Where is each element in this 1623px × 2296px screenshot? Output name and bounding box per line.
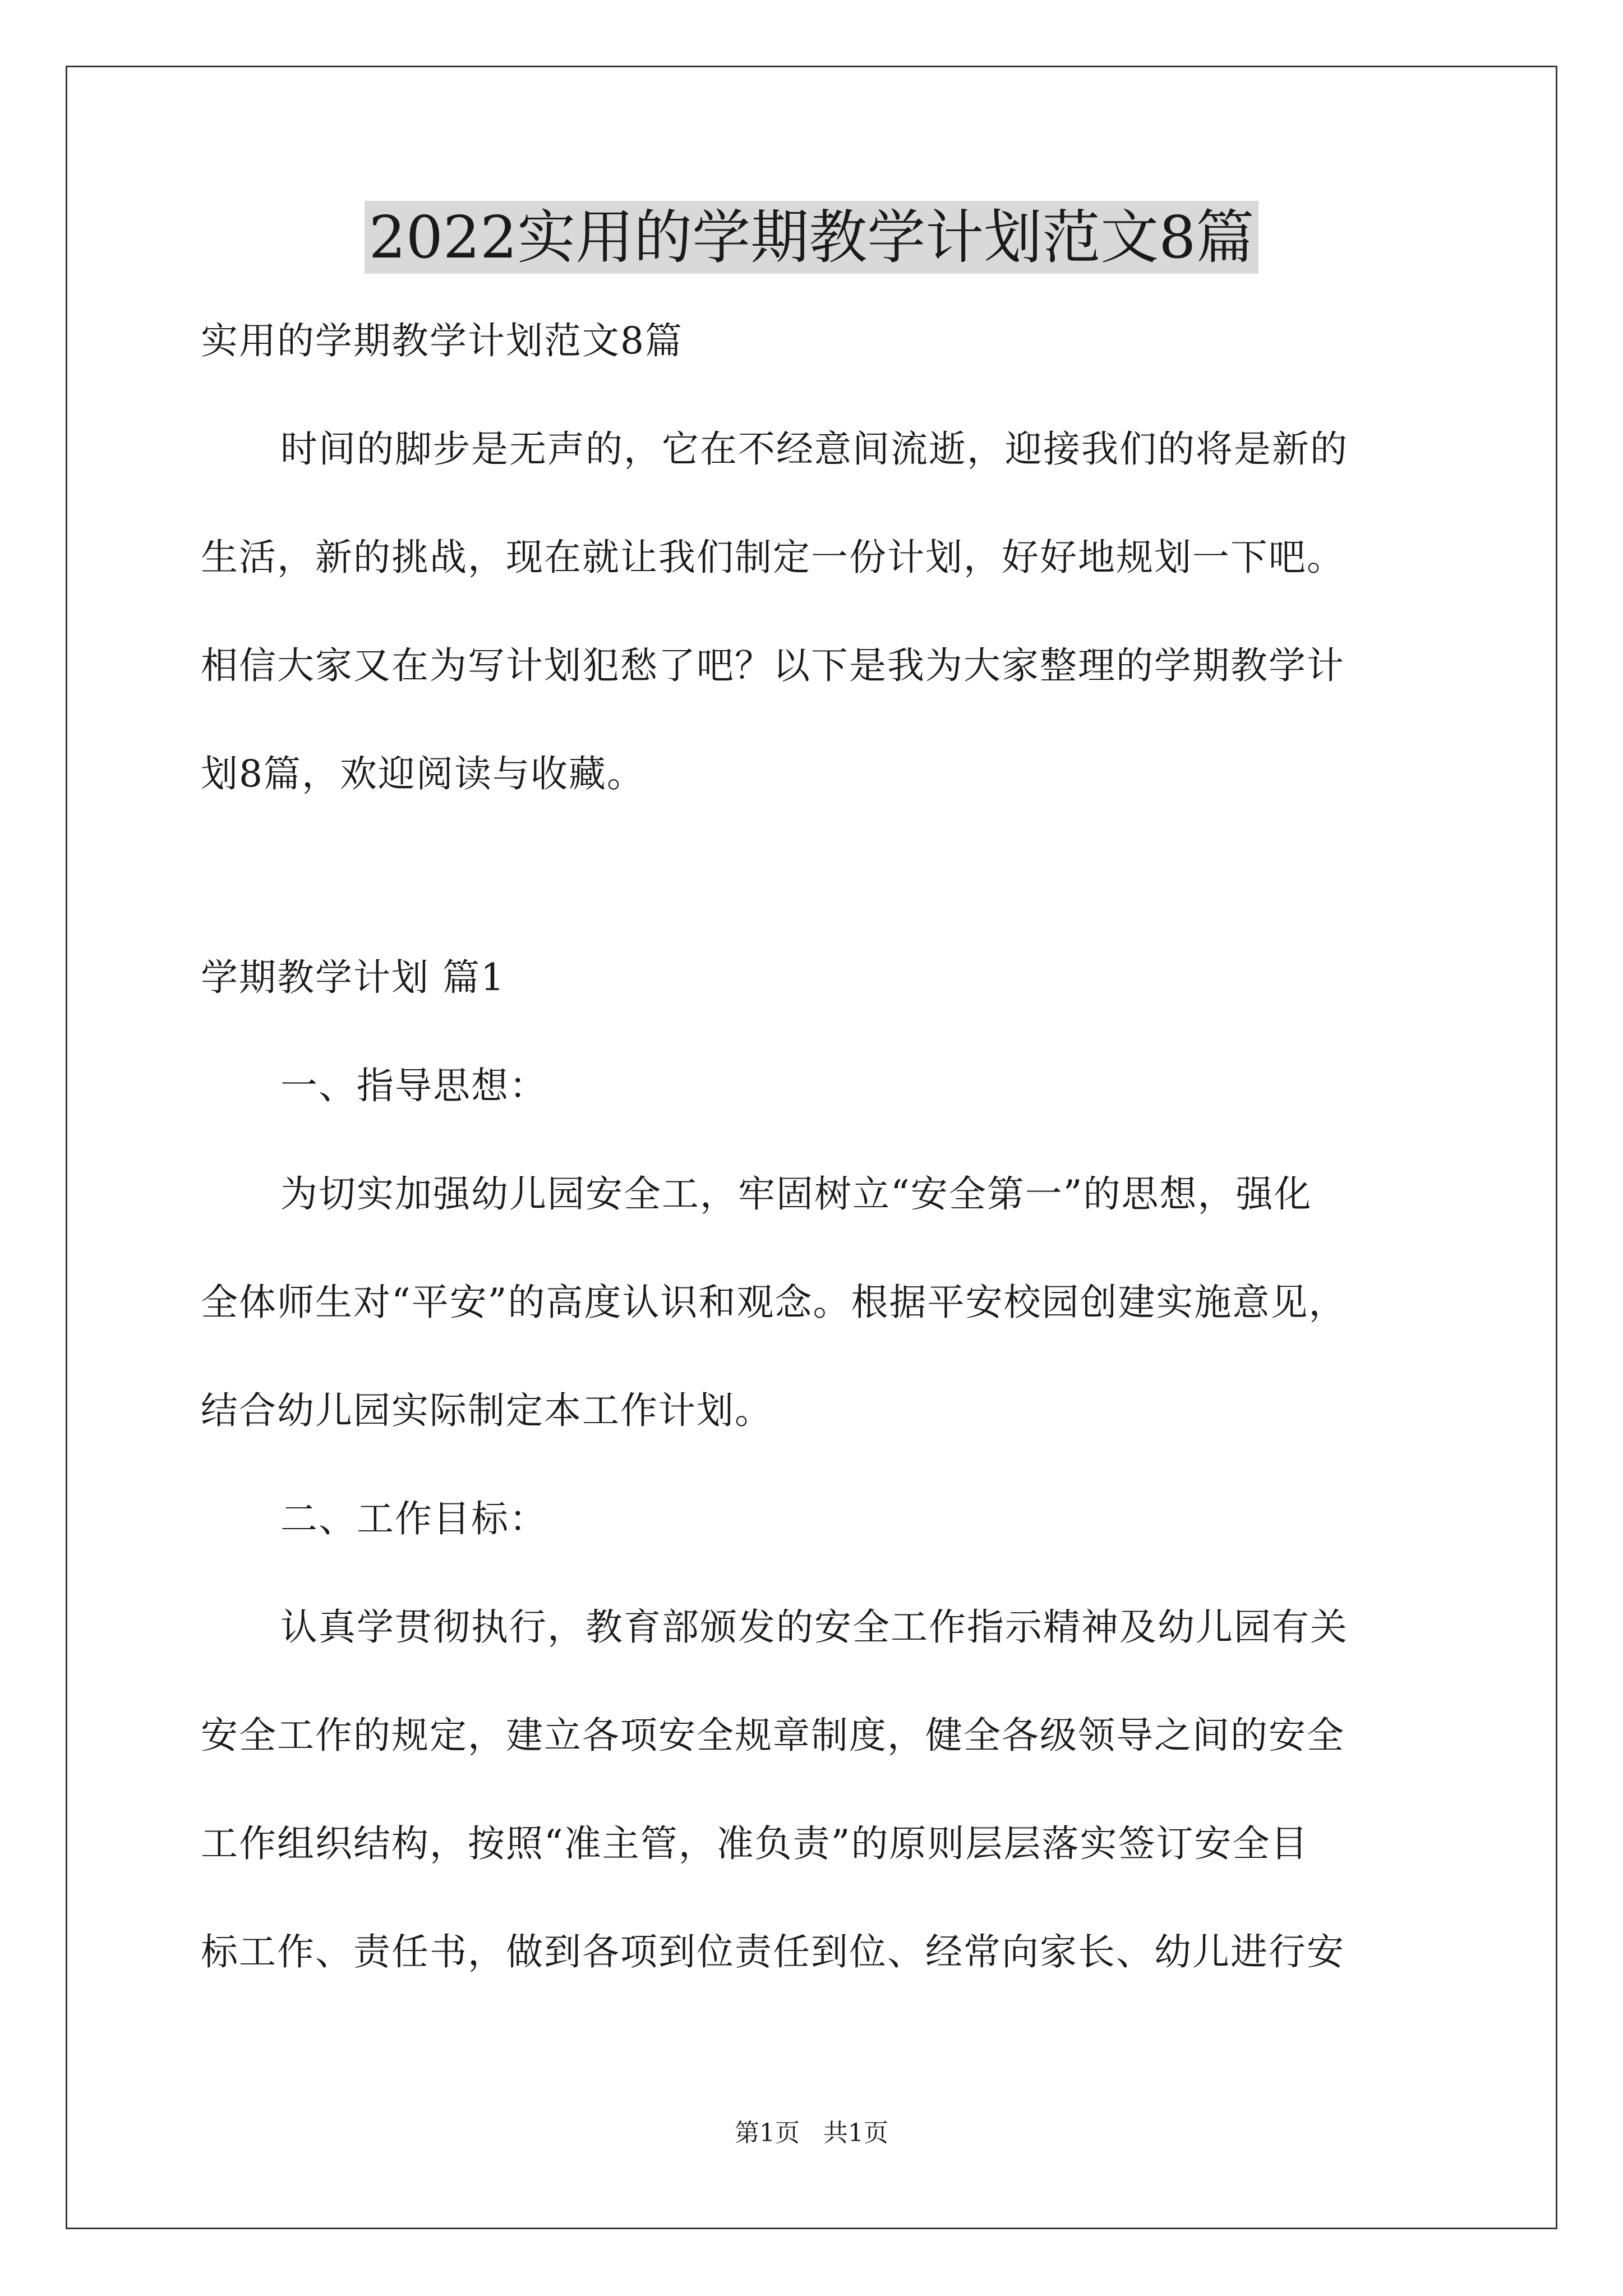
paragraph-line: 工作组织结构，按照“准主管，准负责”的原则层层落实签订安全目 xyxy=(201,1822,1309,1865)
subsection-heading-goals: 二、工作目标： xyxy=(280,1497,547,1540)
title-container xyxy=(0,201,1623,274)
intro-line: 划8篇，欢迎阅读与收藏。 xyxy=(201,752,645,795)
document-subtitle: 实用的学期教学计划范文8篇 xyxy=(201,319,683,362)
intro-line: 相信大家又在为写计划犯愁了吧？以下是我为大家整理的学期教学计 xyxy=(201,644,1345,687)
paragraph-line: 认真学贯彻执行，教育部颁发的安全工作指示精神及幼儿园有关 xyxy=(280,1605,1348,1649)
document-title: 2022实用的学期教学计划范文8篇 xyxy=(365,201,1259,274)
page-footer xyxy=(0,2118,1623,2149)
section-heading: 学期教学计划 篇1 xyxy=(201,956,505,999)
paragraph-line: 安全工作的规定，建立各项安全规章制度，健全各级领导之间的安全 xyxy=(201,1714,1345,1757)
document-body xyxy=(201,314,1435,1979)
paragraph-line: 结合幼儿园实际制定本工作计划。 xyxy=(201,1389,773,1432)
intro-line: 生活，新的挑战，现在就让我们制定一份计划，好好地规划一下吧。 xyxy=(201,536,1345,579)
intro-line: 时间的脚步是无声的，它在不经意间流逝，迎接我们的将是新的 xyxy=(280,427,1348,471)
page-number: 第1页 共1页 xyxy=(735,2119,888,2147)
paragraph-line: 全体师生对“平安”的高度认识和观念。根据平安校园创建实施意见， xyxy=(201,1281,1347,1324)
paragraph-line: 为切实加强幼儿园安全工，牢固树立“安全第一”的思想，强化 xyxy=(280,1172,1312,1216)
paragraph-line: 标工作、责任书，做到各项到位责任到位、经常向家长、幼儿进行安 xyxy=(201,1930,1345,1973)
subsection-heading-guiding: 一、指导思想： xyxy=(280,1064,547,1107)
